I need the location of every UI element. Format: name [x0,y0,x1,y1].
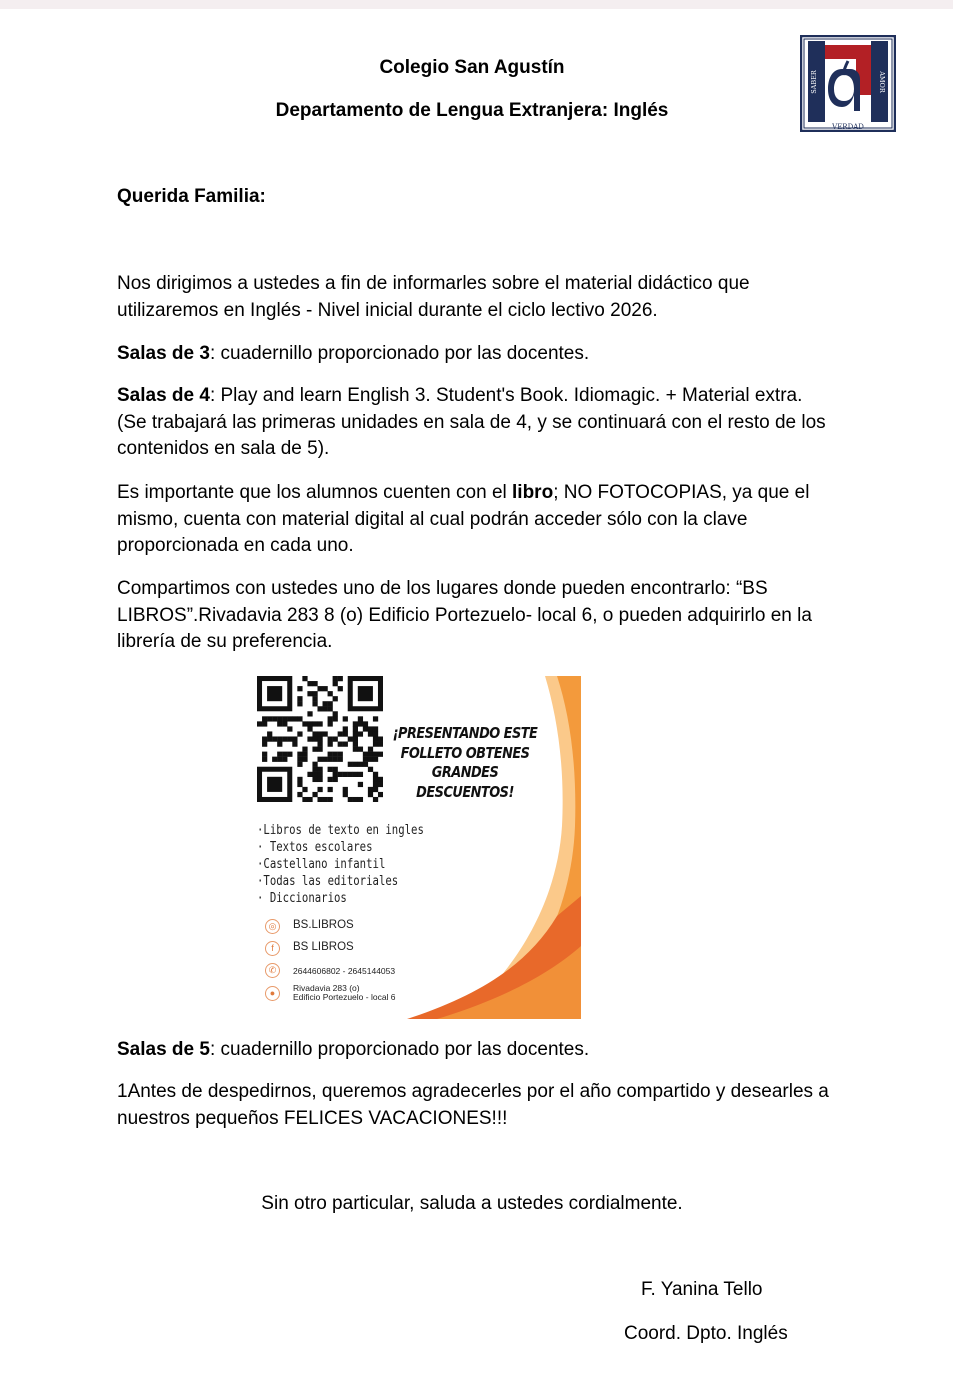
department-name: Departamento de Lengua Extranjera: Inglés [275,100,669,121]
qr-module [343,716,348,721]
qr-module [317,747,322,752]
qr-module [297,762,302,767]
qr-module [363,762,368,767]
qr-module [317,772,322,777]
flyer-services [257,822,424,907]
qr-module [348,797,353,802]
qr-module [297,757,302,762]
qr-module [358,731,363,736]
qr-module [282,736,287,741]
qr-module [348,736,353,741]
qr-module [358,716,363,721]
qr-module [358,762,363,767]
qr-module [262,742,267,747]
qr-module [378,736,383,741]
greeting: Querida Familia: [117,186,266,207]
qr-module [343,731,348,736]
qr-module [338,752,343,757]
qr-module [267,736,272,741]
qr-module [363,752,368,757]
qr-module [328,701,333,706]
qr-module [373,757,378,762]
qr-module [348,762,353,767]
qr-module [307,736,312,741]
qr-module [343,742,348,747]
qr-module [373,736,378,741]
signature-name: F. Yanina Tello [641,1279,763,1300]
qr-code [257,676,383,802]
qr-module [328,742,333,747]
qr-module [307,691,312,696]
qr-module [373,797,378,802]
qr-module [297,752,302,757]
qr-module [363,726,368,731]
qr-module [373,752,378,757]
qr-module [338,686,343,691]
school-logo [800,35,896,132]
qr-module [312,767,317,772]
important-text-b: ; NO FOTOCOPIAS, ya que el mismo, cuenta con material digital al cual podrán acceder sólo con la clave proporcionada en cada uno. [117,482,810,556]
school-name: Colegio San Agustín [379,57,565,78]
qr-module [333,696,338,701]
qr-module [368,757,373,762]
qr-module [262,757,267,762]
qr-module [323,757,328,762]
instagram-icon: ◎ [265,919,280,934]
qr-module [328,716,333,721]
qr-module [312,762,317,767]
qr-module [323,706,328,711]
qr-module [317,721,322,726]
share-paragraph: Compartimos con ustedes uno de los lugares donde pueden encontrarlo: “BS LIBROS”.Rivadavia 283 8 (o) Edificio Portezuelo- local 6, o pueden adquirirlo en la librería de su preferencia. [117,578,812,652]
qr-module [282,716,287,721]
qr-module [353,747,358,752]
sala4-text: : Play and learn English 3. Student's Book. Idiomagic. + Material extra. (Se trabajará las primeras unidades en sala de 4, y se continuará con el resto de los contenidos en sala de 5). [117,385,826,459]
flyer-promo [382,724,547,802]
qr-module [328,691,333,696]
qr-module [307,726,312,731]
qr-module [257,721,262,726]
qr-module [267,716,272,721]
important-bold: libro [512,482,554,503]
qr-module [353,736,358,741]
qr-module [323,686,328,691]
qr-module [353,721,358,726]
qr-module [333,772,338,777]
qr-module [333,676,338,681]
flyer-service-item: ·Todas las editoriales [257,874,399,889]
qr-module [333,767,338,772]
qr-module [312,747,317,752]
qr-module [373,726,378,731]
qr-module [312,731,317,736]
qr-module [302,797,307,802]
qr-module [302,747,307,752]
qr-module [292,736,297,741]
qr-module [262,721,267,726]
top-bar [0,0,953,9]
qr-module [277,752,282,757]
qr-module [328,777,333,782]
qr-module [307,711,312,716]
qr-module [333,777,338,782]
flyer-address-line1: Rivadavia 283 (o) [293,983,360,993]
qr-module [317,777,322,782]
qr-module [338,742,343,747]
closing-line: Sin otro particular, saluda a ustedes cordialmente. [261,1193,683,1214]
qr-module [317,731,322,736]
qr-module [343,792,348,797]
qr-module [277,736,282,741]
qr-module [267,731,272,736]
qr-module [343,726,348,731]
qr-module [287,726,292,731]
qr-module [373,742,378,747]
qr-module [328,706,333,711]
qr-module [353,731,358,736]
qr-module [312,777,317,782]
logo-left-text: SABER [810,70,818,94]
qr-module [312,721,317,726]
qr-module [323,731,328,736]
qr-module [297,701,302,706]
qr-module [358,797,363,802]
qr-module [317,706,322,711]
qr-module [368,767,373,772]
qr-module [297,686,302,691]
signature-role: Coord. Dpto. Inglés [624,1323,788,1344]
qr-module [323,701,328,706]
qr-module [338,731,343,736]
qr-module [312,681,317,686]
qr-module [302,787,307,792]
qr-module [348,772,353,777]
qr-module [297,782,302,787]
qr-module [368,731,373,736]
qr-module [333,752,338,757]
qr-module [312,736,317,741]
qr-module [333,711,338,716]
qr-module [262,716,267,721]
qr-module [328,721,333,726]
qr-module [317,757,322,762]
qr-module [292,716,297,721]
flyer-instagram-text: BS.LIBROS [293,919,354,931]
qr-module [328,767,333,772]
flyer-address-line2: Edificio Portezuelo - local 6 [293,992,396,1002]
qr-module [312,792,317,797]
qr-module [378,792,383,797]
qr-module [302,757,307,762]
qr-module [302,721,307,726]
qr-module [328,797,333,802]
qr-module [317,787,322,792]
qr-module [317,736,322,741]
sala5-label: Salas de 5 [117,1039,210,1060]
qr-module [378,752,383,757]
flyer-promo-line2: FOLLETO OBTENES [400,743,530,762]
qr-module [378,777,383,782]
qr-module [317,686,322,691]
qr-module [277,721,282,726]
qr-module [312,772,317,777]
qr-module [363,721,368,726]
qr-module [307,772,312,777]
qr-module [262,736,267,741]
qr-module [358,747,363,752]
qr-module [373,777,378,782]
sala5-text: : cuadernillo proporcionado por las docentes. [209,1039,590,1060]
qr-module [272,716,277,721]
qr-module [353,797,358,802]
qr-module [302,676,307,681]
qr-module [312,701,317,706]
qr-module [272,736,277,741]
qr-module [333,757,338,762]
qr-module [338,757,343,762]
qr-module [363,757,368,762]
qr-module [317,742,322,747]
qr-module [358,772,363,777]
flyer-address-text [293,984,396,1002]
thanks-paragraph: 1Antes de despedirnos, queremos agradecerles por el año compartido y desearles a nuestros pequeños FELICES VACACIONES!!! [117,1081,829,1129]
qr-module [317,767,322,772]
qr-module [312,691,317,696]
bs-libros-flyer [257,676,581,1019]
qr-module [272,757,277,762]
important-paragraph [117,480,837,560]
logo-bottom-text: VERDAD [832,123,864,131]
flyer-phone-text: 2644606802 - 2645144053 [293,966,396,976]
qr-module [373,787,378,792]
qr-module [373,731,378,736]
qr-module [277,757,282,762]
qr-module [307,797,312,802]
qr-module [353,742,358,747]
flyer-facebook-text: BS LIBROS [293,941,354,953]
qr-module [378,742,383,747]
qr-module [368,787,373,792]
flyer-service-item: ·Castellano infantil [257,857,386,872]
qr-module [368,747,373,752]
qr-module [373,772,378,777]
qr-module [353,726,358,731]
qr-module [297,696,302,701]
qr-module [333,716,338,721]
qr-module [333,681,338,686]
sala3-label: Salas de 3 [117,343,210,364]
qr-module [307,721,312,726]
location-pin-icon: ● [265,986,280,1001]
qr-module [282,757,287,762]
qr-module [323,797,328,802]
qr-module [287,736,292,741]
qr-module [368,792,373,797]
flyer-service-item: ·Libros de texto en ingles [257,823,424,838]
flyer-service-item: · Textos escolares [257,840,373,855]
flyer-promo-line1: ¡PRESENTANDO ESTE [392,724,538,742]
sala4-label: Salas de 4 [117,385,210,406]
flyer-service-item: · Diccionarios [257,891,347,906]
qr-finder [358,686,373,701]
qr-module [328,752,333,757]
qr-module [373,716,378,721]
qr-module [282,752,287,757]
qr-module [328,757,333,762]
qr-module [287,752,292,757]
qr-module [287,716,292,721]
qr-module [353,772,358,777]
facebook-icon: f [265,941,280,956]
logo-right-text: AMOR [878,71,886,93]
qr-module [368,726,373,731]
intro-paragraph: Nos dirigimos a ustedes a fin de informarles sobre el material didáctico que utilizaremos en Inglés - Nivel inicial durante el ciclo lectivo 2026. [117,273,750,321]
qr-module [343,787,348,792]
qr-module [333,736,338,741]
qr-finder [267,686,282,701]
qr-module [297,716,302,721]
qr-module [378,782,383,787]
qr-module [328,736,333,741]
qr-module [317,797,322,802]
qr-module [328,787,333,792]
qr-module [297,777,302,782]
qr-module [358,782,363,787]
qr-module [292,742,297,747]
qr-finder [267,777,282,792]
sala4-paragraph [117,383,837,463]
qr-module [297,792,302,797]
flyer-promo-line3: GRANDES DESCUENTOS! [416,763,514,801]
important-text-a: Es importante que los alumnos cuenten con el [117,482,513,503]
qr-module [262,752,267,757]
qr-module [368,752,373,757]
sala5-paragraph [117,1037,837,1064]
whatsapp-icon: ✆ [265,963,280,978]
qr-module [358,721,363,726]
qr-module [338,676,343,681]
qr-module [307,681,312,686]
sala3-text: : cuadernillo proporcionado por las docentes. [209,343,590,364]
qr-module [373,782,378,787]
qr-module [297,731,302,736]
sala3-paragraph [117,341,837,368]
qr-module [277,716,282,721]
qr-module [312,696,317,701]
qr-module [343,772,348,777]
qr-module [338,772,343,777]
qr-module [282,721,287,726]
qr-module [353,762,358,767]
qr-module [302,752,307,757]
qr-module [277,742,282,747]
